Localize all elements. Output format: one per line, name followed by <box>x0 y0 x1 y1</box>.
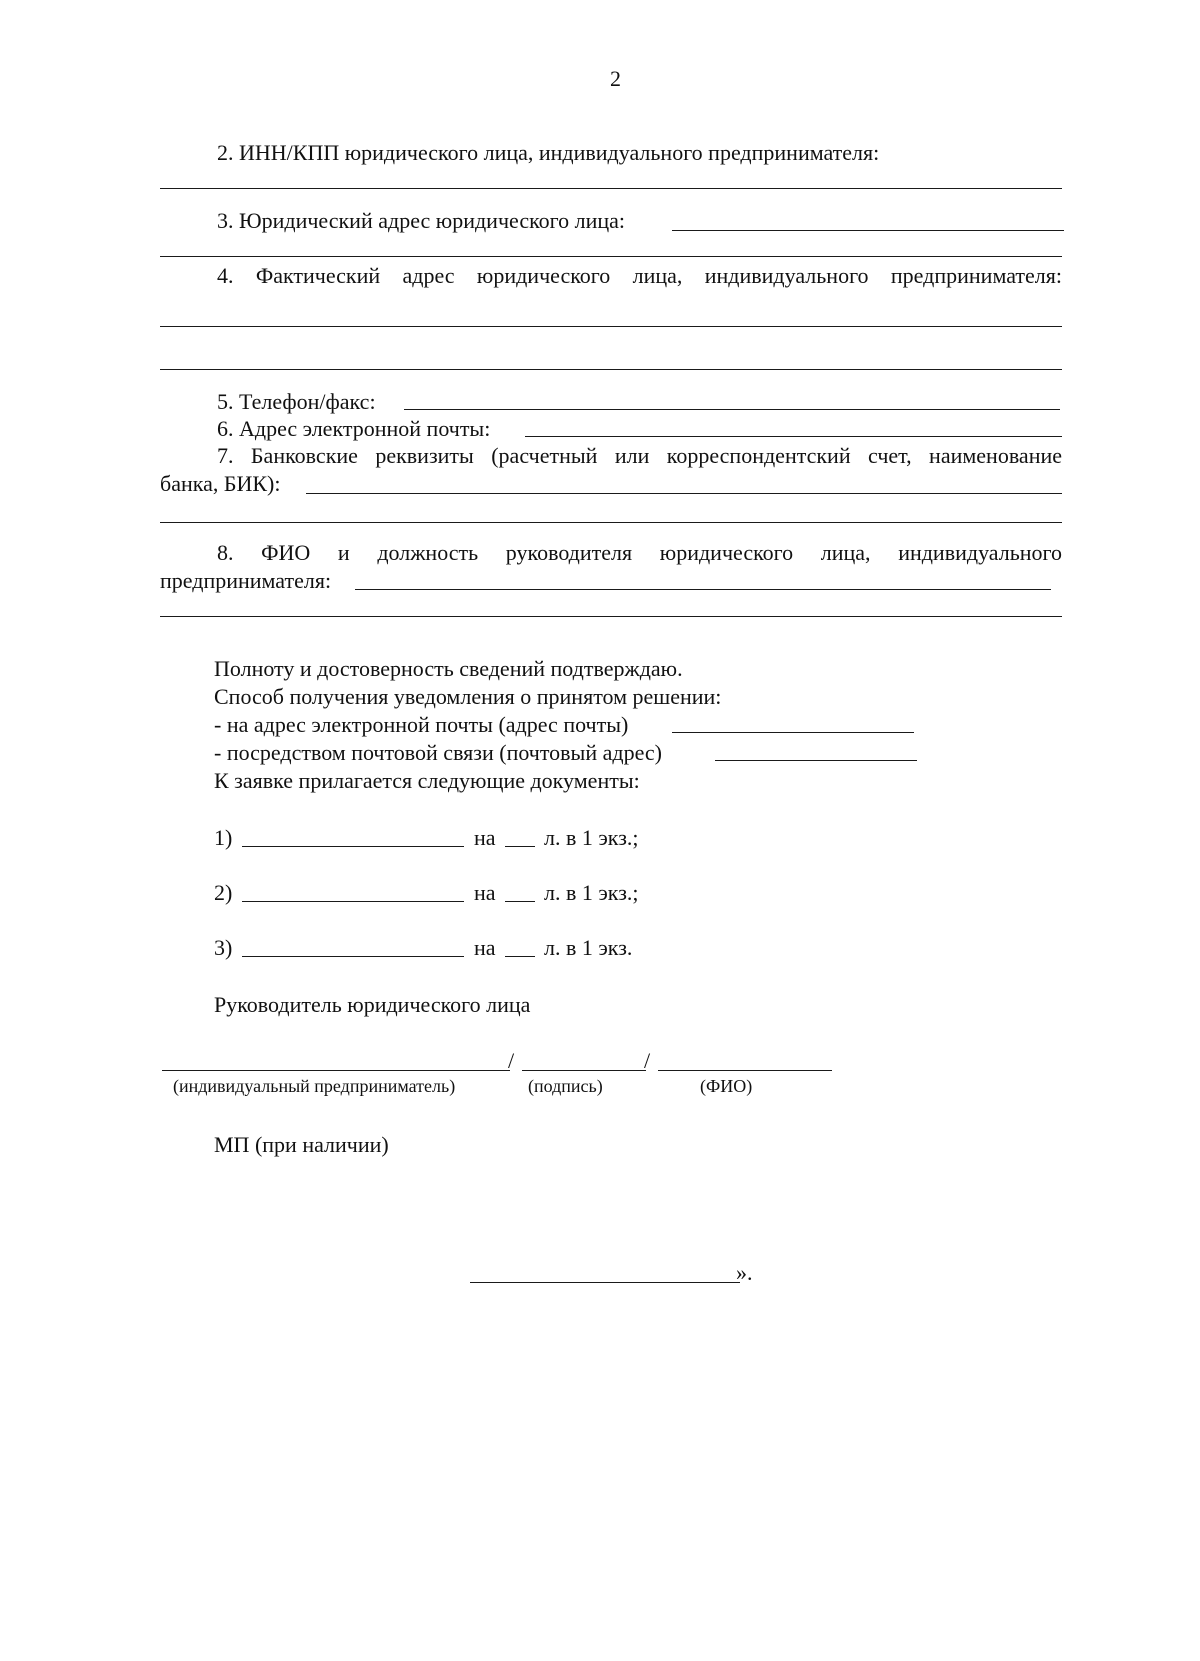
item-phone-fax-label: 5. Телефон/факс: <box>217 389 376 414</box>
full-name-field[interactable] <box>658 1070 832 1071</box>
head-of-entity-label: Руководитель юридического лица <box>214 992 531 1017</box>
confirmation-statement: Полноту и достоверность сведений подтверждаю. <box>214 656 683 681</box>
email-field[interactable] <box>525 436 1062 437</box>
director-field[interactable] <box>355 589 1051 590</box>
role-signature-field[interactable] <box>162 1070 510 1071</box>
inn-kpp-field[interactable] <box>160 188 1062 189</box>
attachment-on-label: на <box>474 880 496 905</box>
seal-label: МП (при наличии) <box>214 1132 389 1157</box>
attachment-on-label: на <box>474 935 496 960</box>
attachment-copies-label: л. в 1 экз.; <box>544 880 639 905</box>
notification-method-heading: Способ получения уведомления о принятом решении: <box>214 684 722 709</box>
notify-by-post-label: - посредством почтовой связи (почтовый адрес) <box>214 740 662 765</box>
notify-email-field[interactable] <box>672 732 914 733</box>
attachment-on-label: на <box>474 825 496 850</box>
attachment-number: 2) <box>214 880 233 905</box>
page-number: 2 <box>610 66 621 91</box>
attachment-copies-label: л. в 1 экз. <box>544 935 633 960</box>
attachment-copies-label: л. в 1 экз.; <box>544 825 639 850</box>
item-director-label: 8. ФИО и должность руководителя юридического лица, индивидуального <box>217 540 1062 565</box>
signature-separator-1: / <box>508 1048 515 1073</box>
item-inn-kpp-label: 2. ИНН/КПП юридического лица, индивидуального предпринимателя: <box>217 140 880 165</box>
item-email-label: 6. Адрес электронной почты: <box>217 416 491 441</box>
actual-address-field-line2[interactable] <box>160 369 1062 370</box>
notify-by-email-label: - на адрес электронной почты (адрес почты) <box>214 712 629 737</box>
caption-full-name: (ФИО) <box>700 1076 753 1096</box>
attachment-sheets-field[interactable] <box>505 901 535 902</box>
legal-address-field[interactable] <box>672 230 1064 231</box>
attachment-name-field[interactable] <box>242 901 464 902</box>
phone-fax-field[interactable] <box>404 409 1060 410</box>
closing-quote: ». <box>736 1260 753 1285</box>
bank-details-field-line2[interactable] <box>160 522 1062 523</box>
signature-field[interactable] <box>522 1070 646 1071</box>
bank-details-field[interactable] <box>306 493 1062 494</box>
legal-address-field-line2[interactable] <box>160 256 1062 257</box>
item-legal-address-label: 3. Юридический адрес юридического лица: <box>217 208 626 233</box>
item-director-label-line2: предпринимателя: <box>160 568 332 593</box>
notify-post-field[interactable] <box>715 760 917 761</box>
caption-signature: (подпись) <box>528 1076 603 1096</box>
attachments-heading: К заявке прилагается следующие документы: <box>214 768 640 793</box>
attachment-sheets-field[interactable] <box>505 846 535 847</box>
director-field-line2[interactable] <box>160 616 1062 617</box>
attachment-number: 3) <box>214 935 233 960</box>
signature-separator-2: / <box>644 1048 651 1073</box>
closing-date-field[interactable] <box>470 1282 740 1283</box>
item-actual-address-label: 4. Фактический адрес юридического лица, индивидуального предпринимателя: <box>217 263 1062 288</box>
actual-address-field-line1[interactable] <box>160 326 1062 327</box>
attachment-number: 1) <box>214 825 233 850</box>
caption-role: (индивидуальный предприниматель) <box>173 1076 456 1096</box>
attachment-sheets-field[interactable] <box>505 956 535 957</box>
item-bank-details-label-line2: банка, БИК): <box>160 471 281 496</box>
attachment-name-field[interactable] <box>242 956 464 957</box>
attachment-name-field[interactable] <box>242 846 464 847</box>
item-bank-details-label: 7. Банковские реквизиты (расчетный или корреспондентский счет, наименование <box>217 443 1062 468</box>
